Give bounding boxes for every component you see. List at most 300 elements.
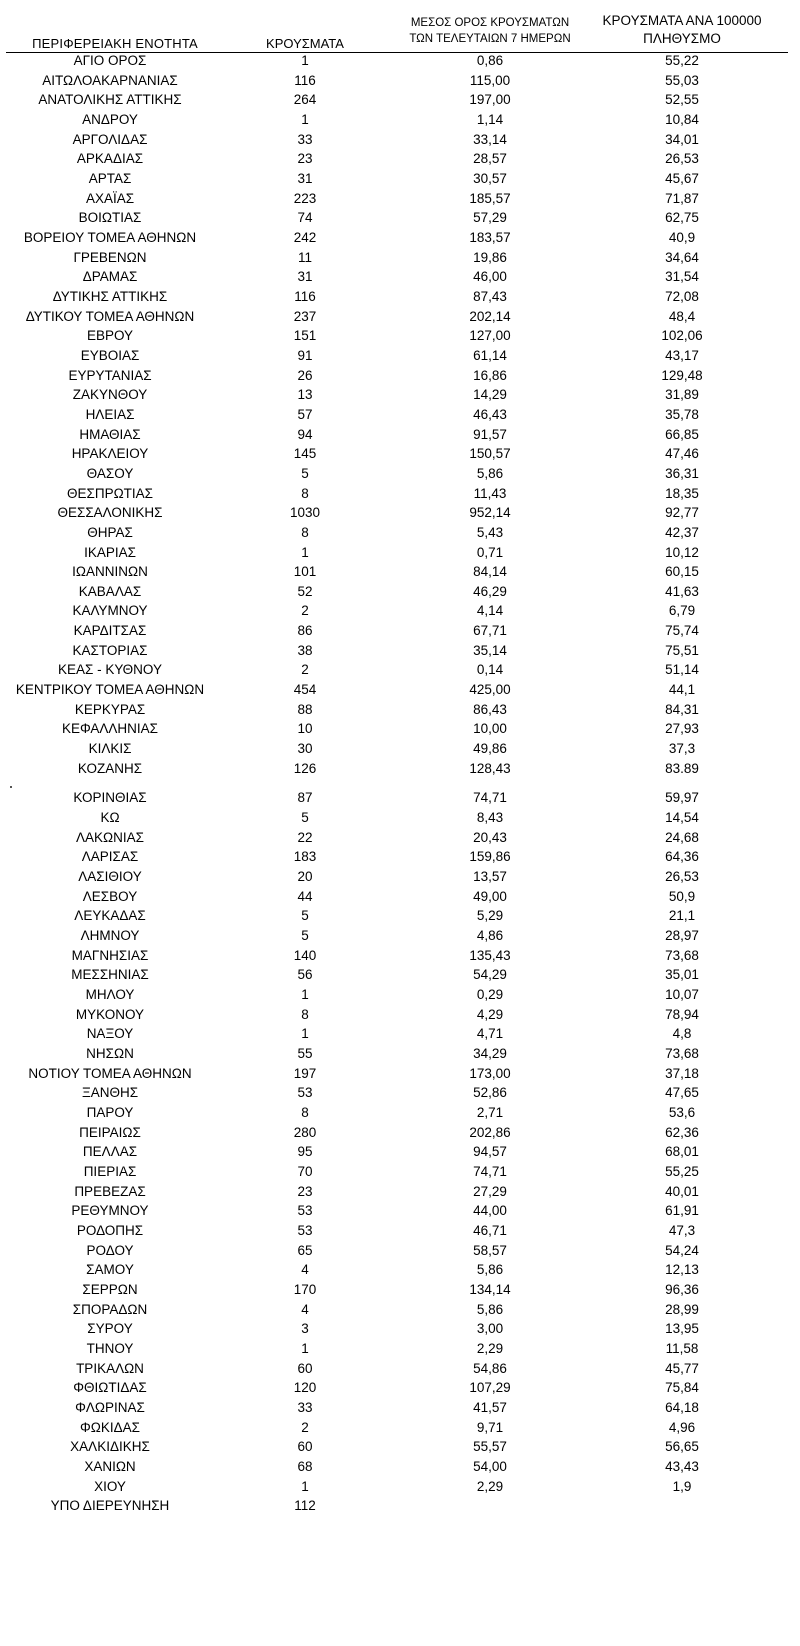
cell-region: ΣΠΟΡΑΔΩΝ	[72, 1301, 148, 1317]
cell-region: ΝΑΞΟΥ	[86, 1026, 134, 1042]
cell-per-100000: 92,77	[665, 505, 699, 521]
cell-seven-day-average: 49,86	[473, 741, 507, 757]
table-row	[0, 582, 800, 602]
cell-region: ΝΗΣΩΝ	[86, 1046, 134, 1061]
cell-cases: 8	[301, 1104, 309, 1120]
cell-seven-day-average: 8,43	[476, 810, 504, 826]
cell-cases: 52	[297, 583, 313, 599]
cell-region: ΛΗΜΝΟΥ	[80, 928, 140, 944]
cell-cases: 120	[293, 1380, 317, 1396]
table-row	[0, 1457, 800, 1477]
cell-cases: 237	[293, 308, 317, 324]
cell-cases: 126	[293, 760, 317, 776]
table-row	[0, 759, 800, 779]
table-row	[0, 601, 800, 621]
table-row	[0, 926, 800, 946]
table-row	[0, 1083, 800, 1103]
cell-region: ΛΕΣΒΟΥ	[82, 888, 138, 904]
cell-seven-day-average: 30,57	[473, 170, 507, 186]
cell-per-100000: 44,1	[668, 682, 696, 698]
cell-region: ΠΑΡΟΥ	[86, 1104, 134, 1120]
table-row	[0, 700, 800, 720]
cell-per-100000: 64,18	[665, 1399, 699, 1415]
cell-per-100000: 40,01	[665, 1183, 699, 1199]
cell-region: ΗΡΑΚΛΕΙΟΥ	[71, 446, 149, 462]
table-row	[0, 1477, 800, 1497]
cell-seven-day-average: 57,29	[473, 210, 507, 226]
cell-per-100000: 12,13	[665, 1262, 699, 1278]
cell-cases: 2	[301, 1419, 309, 1435]
cell-region: ΔΥΤΙΚΗΣ ΑΤΤΙΚΗΣ	[52, 288, 168, 304]
table-row	[0, 828, 800, 848]
cell-per-100000: 27,93	[665, 721, 699, 737]
cell-cases: 55	[297, 1046, 313, 1061]
cell-region: ΚΕΡΚΥΡΑΣ	[74, 701, 146, 717]
cell-per-100000: 47,3	[668, 1222, 696, 1238]
cell-per-100000: 37,3	[668, 741, 696, 757]
cell-per-100000: 55,22	[665, 53, 699, 68]
cell-cases: 91	[297, 347, 313, 363]
cell-cases: 86	[297, 623, 313, 639]
cell-cases: 4	[301, 1301, 309, 1317]
cell-per-100000: 43,17	[665, 347, 699, 363]
cell-per-100000: 66,85	[665, 426, 699, 442]
cell-region: ΗΜΑΘΙΑΣ	[79, 426, 141, 442]
cell-per-100000: 13,95	[665, 1321, 699, 1337]
cell-per-100000: 18,35	[665, 485, 699, 501]
table-row	[0, 189, 800, 209]
table-row	[0, 1378, 800, 1398]
cell-region: ΚΟΡΙΝΘΙΑΣ	[73, 790, 147, 806]
table-row	[0, 346, 800, 366]
cell-cases: 33	[297, 1399, 313, 1415]
cell-per-100000: 45,67	[665, 170, 699, 186]
cell-region: ΘΕΣΣΑΛΟΝΙΚΗΣ	[57, 505, 163, 521]
cell-seven-day-average: 202,86	[469, 1124, 511, 1140]
cell-seven-day-average: 46,71	[473, 1222, 507, 1238]
cell-region: ΣΕΡΡΩΝ	[82, 1281, 138, 1297]
cell-cases: 116	[294, 72, 316, 88]
cell-seven-day-average: 55,57	[473, 1439, 507, 1455]
cell-region: ΔΡΑΜΑΣ	[82, 269, 138, 285]
table-row	[0, 366, 800, 386]
cell-cases: 140	[293, 947, 317, 963]
cell-seven-day-average: 9,71	[476, 1419, 504, 1435]
cell-seven-day-average: 1,14	[476, 111, 504, 127]
cell-per-100000: 26,53	[665, 151, 699, 167]
cell-region: ΑΝΔΡΟΥ	[82, 111, 138, 127]
cell-per-100000: 64,36	[665, 849, 699, 865]
cell-cases: 44	[297, 888, 313, 904]
cell-region: ΚΩ	[100, 810, 120, 826]
cell-seven-day-average: 35,14	[473, 642, 507, 658]
cell-seven-day-average: 74,71	[473, 790, 507, 806]
cell-per-100000: 75,74	[665, 623, 699, 639]
table-row	[0, 464, 800, 484]
cell-per-100000: 68,01	[665, 1144, 699, 1160]
cell-seven-day-average: 87,43	[473, 288, 507, 304]
header-per-line2: ΠΛΗΘΥΣΜΟ	[643, 31, 721, 46]
cell-seven-day-average: 54,29	[473, 967, 507, 983]
cell-cases: 65	[297, 1242, 313, 1258]
cell-seven-day-average: 0,29	[476, 987, 504, 1003]
cell-cases: 87	[297, 790, 313, 806]
table-row	[0, 543, 800, 563]
cell-seven-day-average: 3,00	[476, 1321, 504, 1337]
cell-per-100000: 102,06	[661, 328, 703, 344]
cell-cases: 68	[297, 1458, 313, 1474]
cell-per-100000: 48,4	[668, 308, 696, 324]
table-row	[0, 1024, 800, 1044]
table-row	[0, 660, 800, 680]
table-row	[0, 621, 800, 641]
cell-cases: 1	[301, 1026, 309, 1042]
header-avg-line2: ΤΩΝ ΤΕΛΕΥΤΑΙΩΝ 7 ΗΜΕΡΩΝ	[409, 33, 571, 45]
cell-region: ΚΑΣΤΟΡΙΑΣ	[72, 642, 148, 658]
cell-region: ΚΟΖΑΝΗΣ	[77, 760, 143, 776]
table-row	[0, 1437, 800, 1457]
table-row	[0, 248, 800, 268]
cell-seven-day-average: 5,86	[476, 1262, 504, 1278]
cell-cases: 8	[301, 485, 309, 501]
cell-cases: 57	[297, 406, 313, 422]
cell-cases: 5	[301, 908, 309, 924]
table-row	[0, 1418, 800, 1438]
cell-seven-day-average: 0,86	[476, 53, 504, 68]
cell-per-100000: 24,68	[665, 829, 699, 845]
cell-per-100000: 6,79	[668, 603, 696, 619]
cell-seven-day-average: 54,86	[473, 1360, 507, 1376]
cell-seven-day-average: 74,71	[473, 1163, 507, 1179]
cell-region: ΕΒΡΟΥ	[86, 328, 134, 344]
cell-seven-day-average: 44,00	[473, 1203, 507, 1219]
cell-region: ΙΩΑΝΝΙΝΩΝ	[72, 564, 148, 580]
cell-region: ΡΕΘΥΜΝΟΥ	[71, 1203, 149, 1219]
cell-cases: 94	[297, 426, 313, 442]
cell-region: ΝΟΤΙΟΥ ΤΟΜΕΑ ΑΘΗΝΩΝ	[28, 1065, 192, 1081]
table-row	[0, 562, 800, 582]
table-row	[0, 847, 800, 867]
cell-cases: 5	[301, 928, 309, 944]
cell-region: ΘΑΣΟΥ	[86, 465, 134, 481]
cell-region: ΤΡΙΚΑΛΩΝ	[76, 1360, 144, 1376]
cell-seven-day-average: 2,29	[476, 1340, 504, 1356]
cell-cases: 5	[301, 465, 309, 481]
cell-per-100000: 11,58	[665, 1340, 699, 1356]
table-row	[0, 1319, 800, 1339]
cell-seven-day-average: 0,71	[476, 544, 504, 560]
cell-per-100000: 34,01	[665, 131, 699, 147]
cell-cases: 60	[297, 1439, 313, 1455]
cell-region: ΘΕΣΠΡΩΤΙΑΣ	[66, 485, 154, 501]
table-row	[0, 1398, 800, 1418]
cell-per-100000: 55,25	[665, 1163, 699, 1179]
cell-region: ΚΕΦΑΛΛΗΝΙΑΣ	[61, 721, 159, 737]
cell-cases: 70	[297, 1163, 313, 1179]
cell-per-100000: 31,89	[665, 387, 699, 403]
cell-cases: 1	[301, 53, 309, 68]
cell-cases: 1	[301, 1340, 309, 1356]
cell-cases: 53	[297, 1085, 313, 1101]
cell-per-100000: 75,84	[665, 1380, 699, 1396]
cell-cases: 1	[301, 544, 309, 560]
table-row	[0, 1496, 800, 1516]
table-row	[0, 267, 800, 287]
cell-cases: 31	[297, 269, 313, 285]
table-row	[0, 1300, 800, 1320]
cell-seven-day-average: 16,86	[473, 367, 507, 383]
table-row	[0, 110, 800, 130]
table-row	[0, 1260, 800, 1280]
cell-seven-day-average: 34,29	[473, 1046, 507, 1061]
cell-cases: 10	[297, 721, 313, 737]
table-row	[0, 1123, 800, 1143]
cell-per-100000: 53,6	[668, 1104, 696, 1120]
table-row	[0, 169, 800, 189]
cell-cases: 223	[293, 190, 317, 206]
cell-cases: 1	[301, 111, 309, 127]
cell-seven-day-average: 159,86	[469, 849, 511, 865]
cell-cases: 5	[301, 810, 309, 826]
cell-region: ΑΓΙΟ ΟΡΟΣ	[73, 53, 147, 68]
cell-per-100000: 4,8	[672, 1026, 692, 1042]
cell-per-100000: 28,97	[665, 928, 699, 944]
cell-cases: 11	[297, 249, 312, 265]
table-row	[0, 1280, 800, 1300]
cell-region: ΠΕΛΛΑΣ	[82, 1144, 138, 1160]
table-row	[0, 425, 800, 445]
cell-seven-day-average: 10,00	[473, 721, 507, 737]
table-row	[0, 1103, 800, 1123]
cell-per-100000: 10,84	[665, 111, 699, 127]
cell-per-100000: 50,9	[668, 888, 696, 904]
cell-region: ΧΑΛΚΙΔΙΚΗΣ	[70, 1439, 150, 1455]
cell-seven-day-average: 46,29	[473, 583, 507, 599]
cell-seven-day-average: 46,00	[473, 269, 507, 285]
cell-cases: 151	[293, 328, 317, 344]
cell-seven-day-average: 84,14	[473, 564, 507, 580]
table-row	[0, 867, 800, 887]
cell-seven-day-average: 2,71	[476, 1104, 504, 1120]
table-row	[0, 887, 800, 907]
cell-region: ΠΙΕΡΙΑΣ	[83, 1163, 137, 1179]
cell-cases: 20	[297, 869, 313, 885]
cell-seven-day-average: 4,14	[476, 603, 504, 619]
header-region: ΠΕΡΙΦΕΡΕΙΑΚΗ ΕΝΟΤΗΤΑ	[32, 36, 198, 51]
cell-cases: 8	[301, 1006, 309, 1022]
cell-region: ΤΗΝΟΥ	[86, 1340, 134, 1356]
cell-per-100000: 10,12	[665, 544, 699, 560]
table-row	[0, 228, 800, 248]
cell-region: ΜΗΛΟΥ	[85, 987, 135, 1003]
cell-region: ΙΚΑΡΙΑΣ	[84, 544, 136, 560]
cell-per-100000: 96,36	[665, 1281, 699, 1297]
cell-cases: 1	[301, 987, 309, 1003]
cell-cases: 197	[293, 1065, 317, 1081]
header-cases: ΚΡΟΥΣΜΑΤΑ	[266, 36, 344, 51]
table-row	[0, 1201, 800, 1221]
cell-per-100000: 4,96	[668, 1419, 696, 1435]
cell-per-100000: 26,53	[665, 869, 699, 885]
cell-per-100000: 54,24	[665, 1242, 699, 1258]
cell-seven-day-average: 150,57	[469, 446, 511, 462]
cell-region: ΕΥΒΟΙΑΣ	[80, 347, 140, 363]
cell-per-100000: 35,01	[665, 967, 699, 983]
cell-cases: 23	[297, 1183, 313, 1199]
cell-per-100000: 1,9	[672, 1478, 692, 1494]
cell-seven-day-average: 33,14	[473, 131, 507, 147]
cell-per-100000: 72,08	[665, 288, 699, 304]
cell-seven-day-average: 128,43	[469, 760, 511, 776]
cell-region: ΑΙΤΩΛΟΑΚΑΡΝΑΝΙΑΣ	[42, 72, 178, 88]
table-row	[0, 503, 800, 523]
cell-cases: 242	[293, 229, 317, 245]
cell-seven-day-average: 41,57	[473, 1399, 507, 1415]
cell-region: ΛΑΚΩΝΙΑΣ	[76, 829, 144, 845]
cell-region: ΑΧΑΪΑΣ	[85, 190, 135, 206]
cell-region: ΚΑΡΔΙΤΣΑΣ	[73, 623, 147, 639]
cell-region: ΜΑΓΝΗΣΙΑΣ	[71, 947, 149, 963]
cell-region: ΡΟΔΟΠΗΣ	[76, 1222, 144, 1238]
cell-cases: 53	[297, 1222, 313, 1238]
table-row	[0, 1005, 800, 1025]
cell-per-100000: 45,77	[665, 1360, 699, 1376]
cell-seven-day-average: 197,00	[469, 92, 511, 108]
cell-seven-day-average: 115,00	[469, 72, 511, 88]
cell-per-100000: 73,68	[665, 1046, 699, 1061]
table-row	[0, 641, 800, 661]
cell-cases: 2	[301, 662, 309, 678]
cell-cases: 4	[301, 1262, 309, 1278]
cell-cases: 280	[293, 1124, 317, 1140]
table-row	[0, 149, 800, 169]
cell-seven-day-average: 94,57	[473, 1144, 507, 1160]
cell-region: ΚΕΑΣ - ΚΥΘΝΟΥ	[58, 662, 162, 678]
table-row	[0, 1162, 800, 1182]
cell-seven-day-average: 5,43	[476, 524, 504, 540]
table-row	[0, 1339, 800, 1359]
cell-cases: 22	[297, 829, 313, 845]
cell-per-100000: 47,65	[665, 1085, 699, 1101]
table-row	[0, 208, 800, 228]
table-row	[0, 385, 800, 405]
cell-region: ΑΝΑΤΟΛΙΚΗΣ ΑΤΤΙΚΗΣ	[38, 92, 182, 108]
cell-per-100000: 129,48	[661, 367, 703, 383]
cell-seven-day-average: 13,57	[473, 869, 507, 885]
cell-region: ΛΑΣΙΘΙΟΥ	[78, 869, 142, 885]
cell-region: ΚΑΒΑΛΑΣ	[78, 583, 142, 599]
cell-seven-day-average: 11,43	[473, 485, 507, 501]
table-header	[0, 0, 800, 56]
cell-per-100000: 51,14	[665, 662, 699, 678]
cell-seven-day-average: 4,71	[476, 1026, 504, 1042]
cell-seven-day-average: 2,29	[476, 1478, 504, 1494]
cell-per-100000: 37,18	[665, 1065, 699, 1081]
cell-per-100000: 28,99	[665, 1301, 699, 1317]
cell-seven-day-average: 14,29	[473, 387, 507, 403]
cell-seven-day-average: 58,57	[473, 1242, 507, 1258]
cell-region: ΡΟΔΟΥ	[86, 1242, 134, 1258]
table-row	[0, 71, 800, 91]
table-row	[0, 946, 800, 966]
cell-seven-day-average: 49,00	[473, 888, 507, 904]
cell-per-100000: 60,15	[665, 564, 699, 580]
cell-region: ΒΟΙΩΤΙΑΣ	[78, 210, 142, 226]
cell-per-100000: 21,1	[668, 908, 696, 924]
table-row	[0, 51, 800, 71]
cell-region: ΠΕΙΡΑΙΩΣ	[79, 1124, 141, 1140]
table-row	[0, 965, 800, 985]
cell-region: ΗΛΕΙΑΣ	[85, 406, 135, 422]
cell-region: ΚΙΛΚΙΣ	[88, 741, 132, 757]
cell-cases: 60	[297, 1360, 313, 1376]
cell-seven-day-average: 183,57	[469, 229, 511, 245]
cell-seven-day-average: 127,00	[469, 328, 511, 344]
cell-cases: 8	[301, 524, 309, 540]
table-row	[0, 1142, 800, 1162]
table-row	[0, 808, 800, 828]
cell-per-100000: 36,31	[665, 465, 699, 481]
cell-seven-day-average: 27,29	[473, 1183, 507, 1199]
cell-per-100000: 34,64	[665, 249, 699, 265]
cell-region: ΔΥΤΙΚΟΥ ΤΟΜΕΑ ΑΘΗΝΩΝ	[25, 308, 195, 324]
cell-region: ΠΡΕΒΕΖΑΣ	[74, 1183, 146, 1199]
cell-per-100000: 61,91	[665, 1203, 699, 1219]
cell-per-100000: 78,94	[665, 1006, 699, 1022]
cell-cases: 33	[297, 131, 313, 147]
cell-per-100000: 31,54	[665, 269, 699, 285]
cell-region: ΜΥΚΟΝΟΥ	[75, 1006, 145, 1022]
cell-seven-day-average: 67,71	[473, 623, 507, 639]
table-row	[0, 985, 800, 1005]
cell-cases: 183	[293, 849, 317, 865]
cell-region: ΣΥΡΟΥ	[87, 1321, 133, 1337]
cell-cases: 38	[297, 642, 313, 658]
cell-cases: 74	[297, 210, 313, 226]
cell-region: ΛΕΥΚΑΔΑΣ	[74, 908, 146, 924]
cell-cases: 3	[301, 1321, 309, 1337]
cell-per-100000: 62,36	[665, 1124, 699, 1140]
table-row	[0, 1241, 800, 1261]
table-row	[0, 719, 800, 739]
cell-region: ΖΑΚΥΝΘΟΥ	[72, 387, 148, 403]
table-row	[0, 484, 800, 504]
cell-cases: 30	[297, 741, 313, 757]
table-row	[0, 739, 800, 759]
cell-seven-day-average: 86,43	[473, 701, 507, 717]
cell-region: ΚΕΝΤΡΙΚΟΥ ΤΟΜΕΑ ΑΘΗΝΩΝ	[15, 682, 205, 698]
cell-cases: 116	[294, 288, 316, 304]
table-row	[0, 1182, 800, 1202]
cell-region: ΑΡΚΑΔΙΑΣ	[76, 151, 144, 167]
cell-region: ΓΡΕΒΕΝΩΝ	[73, 249, 147, 265]
cell-per-100000: 62,75	[665, 210, 699, 226]
cell-seven-day-average: 185,57	[469, 190, 511, 206]
cell-seven-day-average: 4,86	[476, 928, 504, 944]
cell-cases: 13	[297, 387, 313, 403]
cell-per-100000: 52,55	[665, 92, 699, 108]
table-row	[0, 523, 800, 543]
cell-seven-day-average: 202,14	[469, 308, 511, 324]
cell-seven-day-average: 952,14	[469, 505, 511, 521]
cell-cases: 88	[297, 701, 313, 717]
table-row	[0, 906, 800, 926]
cell-cases: 264	[293, 92, 317, 108]
cell-per-100000: 59,97	[665, 790, 699, 806]
cell-per-100000: 84,31	[665, 701, 699, 717]
table-row	[0, 1359, 800, 1379]
cell-per-100000: 71,87	[665, 190, 699, 206]
